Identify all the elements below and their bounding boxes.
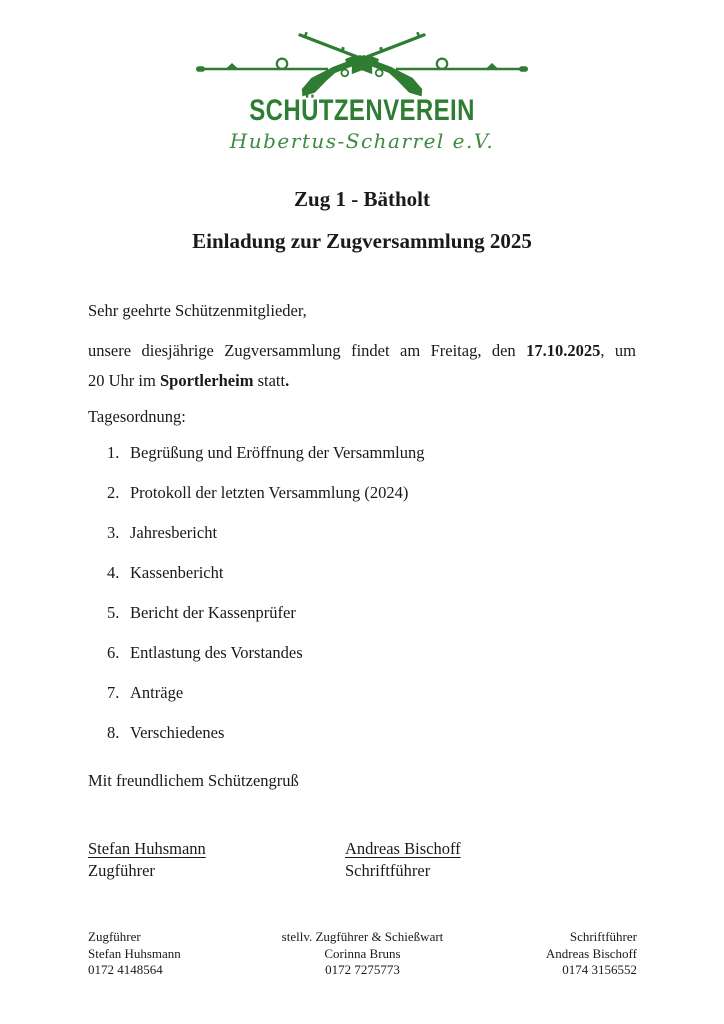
agenda-item-text: Verschiedenes (130, 723, 225, 742)
agenda-item (107, 602, 636, 642)
crossed-rifles-ornament-icon (194, 32, 530, 96)
agenda-item-text: Begrüßung und Eröffnung der Versammlung (130, 443, 425, 462)
agenda-item-number: 8. (107, 723, 120, 742)
agenda-item-number: 2. (107, 483, 120, 502)
intro-text: 20 Uhr im (88, 371, 160, 390)
intro-text: . (285, 371, 290, 390)
closing-line: Mit freundlichem Schützengruß (88, 771, 299, 790)
agenda-item (107, 682, 636, 722)
agenda-item-number: 7. (107, 683, 120, 702)
intro-paragraph (88, 336, 636, 396)
intro-text: unsere diesjährige Zugversammlung findet am Freitag, den (88, 341, 527, 360)
meeting-date: 17.10.2025 (526, 341, 601, 360)
signature-block (88, 838, 636, 882)
contact-footer (88, 929, 637, 979)
intro-paragraph-line2 (88, 366, 636, 396)
letter-body (88, 300, 636, 882)
agenda-item-number: 3. (107, 523, 120, 542)
signature-name: Andreas Bischoff (345, 839, 461, 858)
agenda-item (107, 522, 636, 562)
agenda-list (107, 442, 636, 762)
meeting-location: Sportlerheim (159, 371, 254, 390)
agenda-item (107, 442, 636, 482)
salutation: Sehr geehrte Schützenmitglieder, (88, 301, 307, 320)
agenda-heading: Tagesordnung: (88, 407, 186, 426)
club-tagline: Hubertus-Scharrel e.V. (229, 129, 495, 153)
agenda-item-text: Protokoll der letzten Versammlung (2024) (130, 483, 409, 502)
agenda-item-number: 5. (107, 603, 120, 622)
intro-text: , um (600, 341, 636, 360)
agenda-item (107, 562, 636, 602)
footer-column-zugfuehrer (88, 929, 249, 979)
club-logo (0, 32, 724, 154)
document-title-line2: Einladung zur Zugversammlung 2025 (192, 229, 532, 253)
footer-name: Andreas Bischoff (545, 945, 637, 961)
intro-paragraph-line1 (88, 336, 636, 366)
agenda-item-number: 1. (107, 443, 120, 462)
footer-phone: 0172 4148564 (88, 962, 163, 977)
footer-column-schriftfuehrer (476, 929, 637, 979)
agenda-item-text: Bericht der Kassenprüfer (130, 603, 296, 622)
agenda-item-number: 6. (107, 643, 120, 662)
agenda-item (107, 642, 636, 682)
club-name: SCHÜTZENVEREIN (249, 94, 475, 127)
agenda-item-text: Jahresbericht (130, 523, 218, 542)
agenda-item-text: Kassenbericht (130, 563, 224, 582)
footer-phone: 0174 3156552 (562, 962, 637, 977)
intro-text: statt (253, 371, 286, 390)
agenda-item (107, 722, 636, 762)
signature-left (88, 838, 345, 882)
agenda-item-text: Anträge (130, 683, 184, 702)
signature-name: Stefan Huhsmann (88, 839, 206, 858)
signature-role: Zugführer (88, 861, 155, 880)
agenda-item-number: 4. (107, 563, 120, 582)
footer-name: Corinna Bruns (324, 945, 401, 961)
signature-right (345, 838, 602, 882)
document-title-line1: Zug 1 - Bätholt (294, 187, 430, 211)
footer-role: Zugführer (88, 929, 141, 944)
footer-column-stellv-zugfuehrer (249, 929, 475, 979)
footer-role: stellv. Zugführer & Schießwart (281, 929, 444, 944)
footer-name: Stefan Huhsmann (88, 945, 181, 961)
agenda-item (107, 482, 636, 522)
footer-phone: 0172 7275773 (325, 962, 400, 977)
agenda-item-text: Entlastung des Vorstandes (130, 643, 303, 662)
footer-role: Schriftführer (569, 929, 637, 944)
signature-role: Schriftführer (345, 861, 431, 880)
